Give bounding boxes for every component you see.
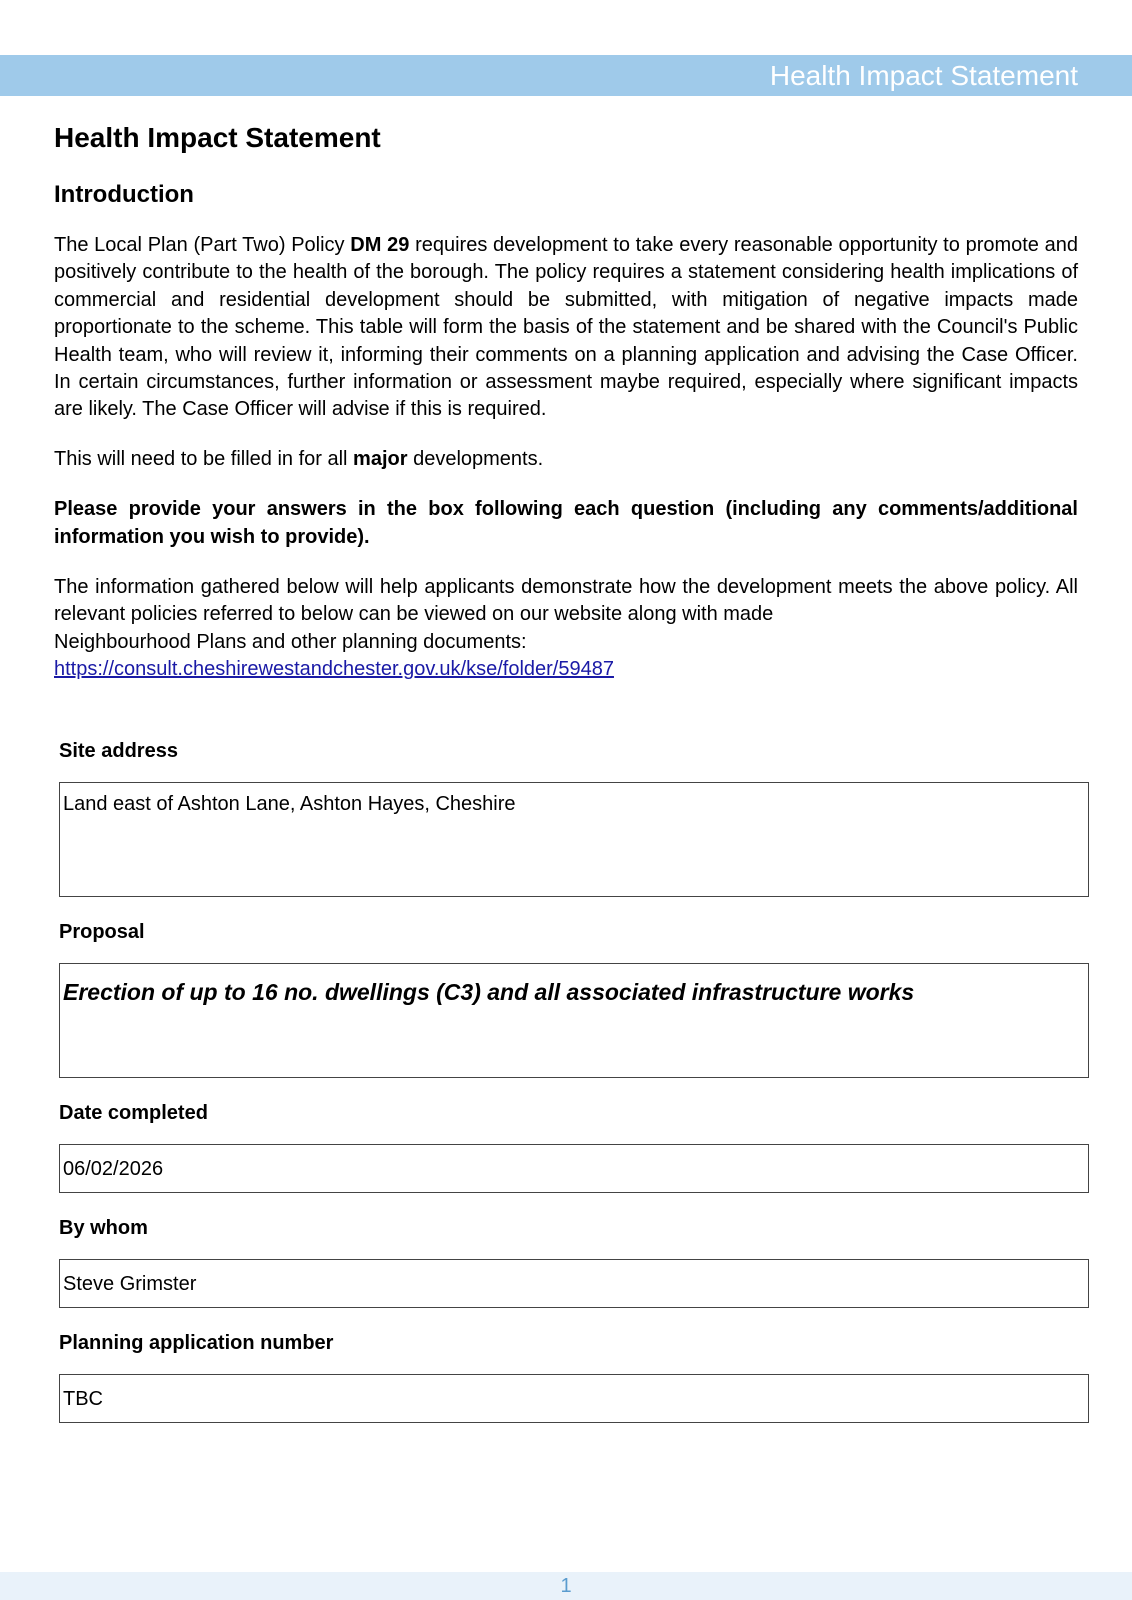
site-address-value: Land east of Ashton Lane, Ashton Hayes, Cheshire (63, 793, 516, 815)
major-text-start: This will need to be filled in for all (54, 447, 354, 470)
document-body (54, 118, 1078, 684)
intro-text-start: The Local Plan (Part Two) Policy (54, 234, 351, 256)
proposal-field[interactable] (59, 963, 1089, 1078)
date-completed-value: 06/02/2026 (63, 1158, 164, 1180)
policy-reference: DM 29 (350, 234, 410, 256)
policies-website-link[interactable]: https://consult.cheshirewestandchester.gov.uk/kse/folder/59487 (54, 658, 614, 681)
application-number-field[interactable] (59, 1374, 1089, 1423)
by-whom-label: By whom (59, 1217, 148, 1239)
information-text: The information gathered below will help applicants demonstrate how the development meets the above policy. All relevant policies referred to below can be viewed on our website along with made (54, 576, 1078, 626)
by-whom-field[interactable] (59, 1259, 1089, 1308)
intro-paragraph (54, 232, 1078, 424)
site-details-form (59, 738, 1089, 1423)
footer-band (0, 1572, 1132, 1600)
header-band (0, 55, 1132, 96)
proposal-label: Proposal (59, 921, 145, 943)
major-emphasis: major (353, 447, 408, 470)
information-paragraph (54, 574, 1078, 684)
date-completed-label: Date completed (59, 1102, 208, 1124)
major-developments-paragraph (54, 446, 1078, 473)
site-address-field[interactable] (59, 782, 1089, 897)
application-number-value: TBC (63, 1388, 103, 1410)
proposal-value: Erection of up to 16 no. dwellings (C3) and all associated infrastructure works (63, 979, 915, 1005)
date-completed-field[interactable] (59, 1144, 1089, 1193)
page-number: 1 (560, 1575, 572, 1597)
application-number-label: Planning application number (59, 1332, 334, 1354)
section-title-introduction: Introduction (54, 181, 194, 208)
document-title: Health Impact Statement (54, 122, 381, 153)
header-title: Health Impact Statement (769, 60, 1078, 91)
instructions-paragraph: Please provide your answers in the box following each question (including any comments/additional information you wish to provide). (54, 498, 1078, 548)
intro-text-rest: requires development to take every reasonable opportunity to promote and positively contribute to the health of the borough. The policy requires a statement considering health implications of commercial and residential development should be submitted, with mitigation of negative impacts made proportionate to the scheme. This table will form the basis of the statement and be shared with the Council's Public Health team, who will review it, informing their comments on a planning application and advising the Case Officer. In certain circumstances, further information or assessment maybe required, especially where significant impacts are likely. The Case Officer will advise if this is required. (54, 234, 1079, 421)
by-whom-value: Steve Grimster (63, 1273, 197, 1295)
site-address-label: Site address (59, 740, 178, 762)
major-text-end: developments. (407, 447, 544, 470)
information-text-end: Neighbourhood Plans and other planning documents: (54, 630, 527, 653)
